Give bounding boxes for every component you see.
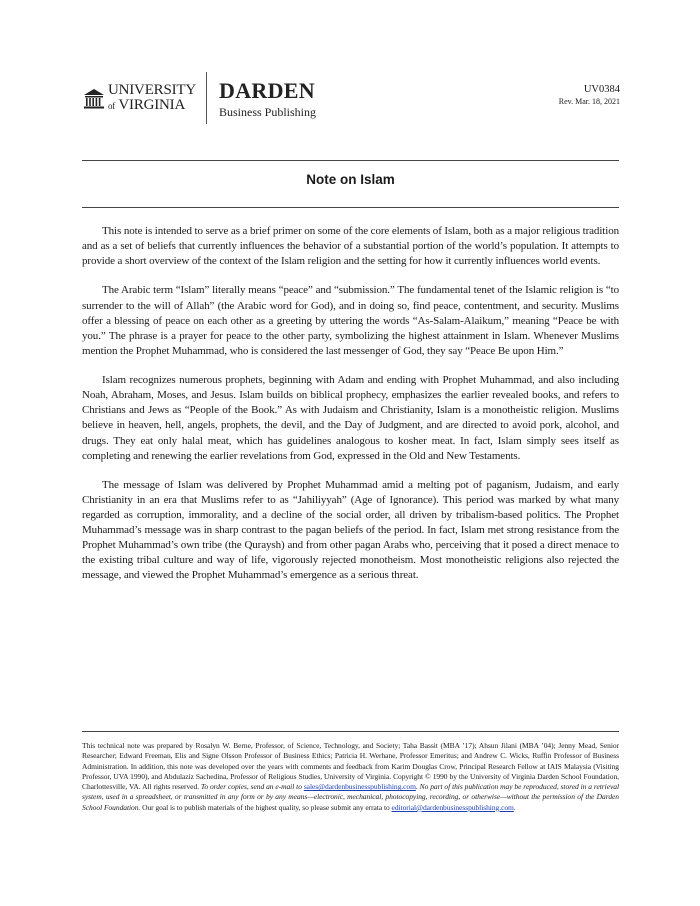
title-top-rule	[82, 160, 619, 161]
document-body	[82, 224, 619, 598]
uva-line-1: UNIVERSITY	[108, 82, 196, 98]
errata-text: Our goal is to publish materials of the highest quality, so please submit any errata to	[142, 802, 390, 812]
paragraph: This note is intended to serve as a brief primer on some of the core elements of Islam, both as a major religious tradition and as a set of beliefs that currently influences the behavior of a substantial portion of the world’s population. It attempts to provide a short overview of the context of the Islam religion and the setting for how it currently influences world events.	[82, 225, 619, 268]
editorial-email-link[interactable]: editorial@dardenbusinesspublishing.com	[391, 802, 514, 812]
footnote-main: This technical note was prepared by Rosalyn W. Berne, Professor, of Science, Technology, and Society; Taha Bassit (MBA ’17); Ahsun Jilani (MBA ’04); Jenny Mead, Senior Researcher; Edward Freeman, Elis and Signe Olsson Professor of Business Ethics; Patricia H. Werhane, Professor Emeritus; and Andrew C. Wicks, Ruffin Professor of Business Administration. In addition, this note was developed over the years with comments and feedback from Karim Douglas Crow, Principal Research Fellow at IAIS Malaysia (Visiting Professor, UVA 1990), and Abdulaziz Sachedina, Professor of Religious Studies, University of Virginia. Copyright © 1990 by the University of Virginia Darden School Foundation, Charlottesville, VA. All rights reserved.	[82, 741, 619, 792]
darden-logo	[219, 80, 316, 120]
revision-date: Rev. Mar. 18, 2021	[558, 97, 620, 106]
case-meta	[559, 83, 620, 108]
footnote: This technical note was prepared by Rosalyn W. Berne, Professor, of Science, Technology, and Society; Taha Bassit (MBA ’17); Ahsun Jilani (MBA ’04); Jenny Mead, Senior Researcher; Edward Freeman, Elis and Signe Olsson Professor of Business Ethics; Patricia H. Werhane, Professor Emeritus; and Andrew C. Wicks, Ruffin Professor of Business Administration. In addition, this note was developed over the years with comments and feedback from Karim Douglas Crow, Principal Research Fellow at IAIS Malaysia (Visiting Professor, UVA 1990), and Abdulaziz Sachedina, Professor of Religious Studies, University of Virginia. Copyright © 1990 by the University of Virginia Darden School Foundation, Charlottesville, VA. All rights reserved. To order copies, send an e-mail to sales@dardenbusinesspublishing.com. No part of this publication may be reproduced, stored in a retrieval system, used in a spreadsheet, or transmitted in any form or by any means—electronic, mechanical, photocopying, recording, or otherwise—without the permission of the Darden School Foundation. Our goal is to publish materials of the highest quality, so please submit any errata to editorial@dardenbusinesspublishing.com.	[82, 741, 620, 812]
title-bottom-rule	[82, 207, 619, 208]
uva-prefix: of	[108, 101, 116, 111]
case-number: UV0384	[583, 84, 620, 95]
sales-email-link[interactable]: sales@dardenbusinesspublishing.com	[303, 782, 416, 792]
paragraph: The Arabic term “Islam” literally means “peace” and “submission.” The fundamental tenet of the Islamic religion is “to surrender to the will of Allah” (the Arabic word for God), and in doing so, find peace, contentment, and security. Muslims offer a blessing of peace on each other as a greeting by uttering the words “As-Salam-Alaikum,” meaning “Peace be with you.” The phrase is a prayer for peace to the other party, symbolizing the highest attainment in Islam. Whenever Muslims mention the Prophet Muhammad, who is considered the last messenger of God, they say “Peace Be upon Him.”	[82, 284, 619, 357]
logo-divider	[206, 72, 207, 124]
uva-logo	[82, 83, 196, 114]
paragraph: The message of Islam was delivered by Prophet Muhammad amid a melting pot of paganism, Judaism, and early Christianity in an era that Muslims refer to as “Jahiliyyah” (Age of Ignorance). This period was marked by what many regarded as corruption, immorality, and a decline of the social order, all driven by tribalism-based politics. The Prophet Muhammad’s message was in sharp contrast to the pagan beliefs of the period. In fact, Islam met strong resistance from the Prophet Muhammad’s own tribe (the Quraysh) and from other pagan Arabs who, perceiving that it posed a direct menace to the existing tribal culture and way of life, vigorously rejected monotheism. Most monotheistic religions also rejected the message, and viewed the Prophet Muhammad’s emergence as a serious threat.	[82, 478, 619, 582]
darden-subtitle: Business Publishing	[219, 105, 317, 119]
page-title: Note on Islam	[306, 172, 395, 187]
uva-line-2	[108, 98, 196, 114]
rights-notice: No part of this publication may be reproduced, stored in a retrieval system, used in a spreadsheet, or transmitted in any form or by any means—electronic, mechanical, photocopying, recording, or otherwise—without the permission of the Darden School Foundation.	[82, 782, 620, 812]
paragraph: Islam recognizes numerous prophets, beginning with Adam and ending with Prophet Muhammad, and also including Noah, Abraham, Moses, and Jesus. Islam builds on biblical prophecy, emphasizes the earlier revealed books, and refers to Christians and Jews as “People of the Book.” As with Judaism and Christianity, Islam is a monotheistic religion. Muslims believe in heaven, hell, angels, prophets, the devil, and the Day of Judgment, and are directed to avoid pork, alcohol, and drugs. They eat only halal meat, which has guidelines analogous to kosher meat. In fact, Islam simply sees itself as completing and renewing the earlier revelations from God, expressed in the Old and New Testaments.	[82, 374, 619, 462]
darden-title: DARDEN	[219, 78, 315, 103]
footnote-rule	[82, 731, 619, 732]
uva-word-virginia: VIRGINIA	[118, 97, 186, 113]
order-prefix: To order copies, send an e-mail to	[200, 782, 302, 792]
rotunda-icon	[82, 87, 106, 111]
document-header	[82, 78, 620, 128]
